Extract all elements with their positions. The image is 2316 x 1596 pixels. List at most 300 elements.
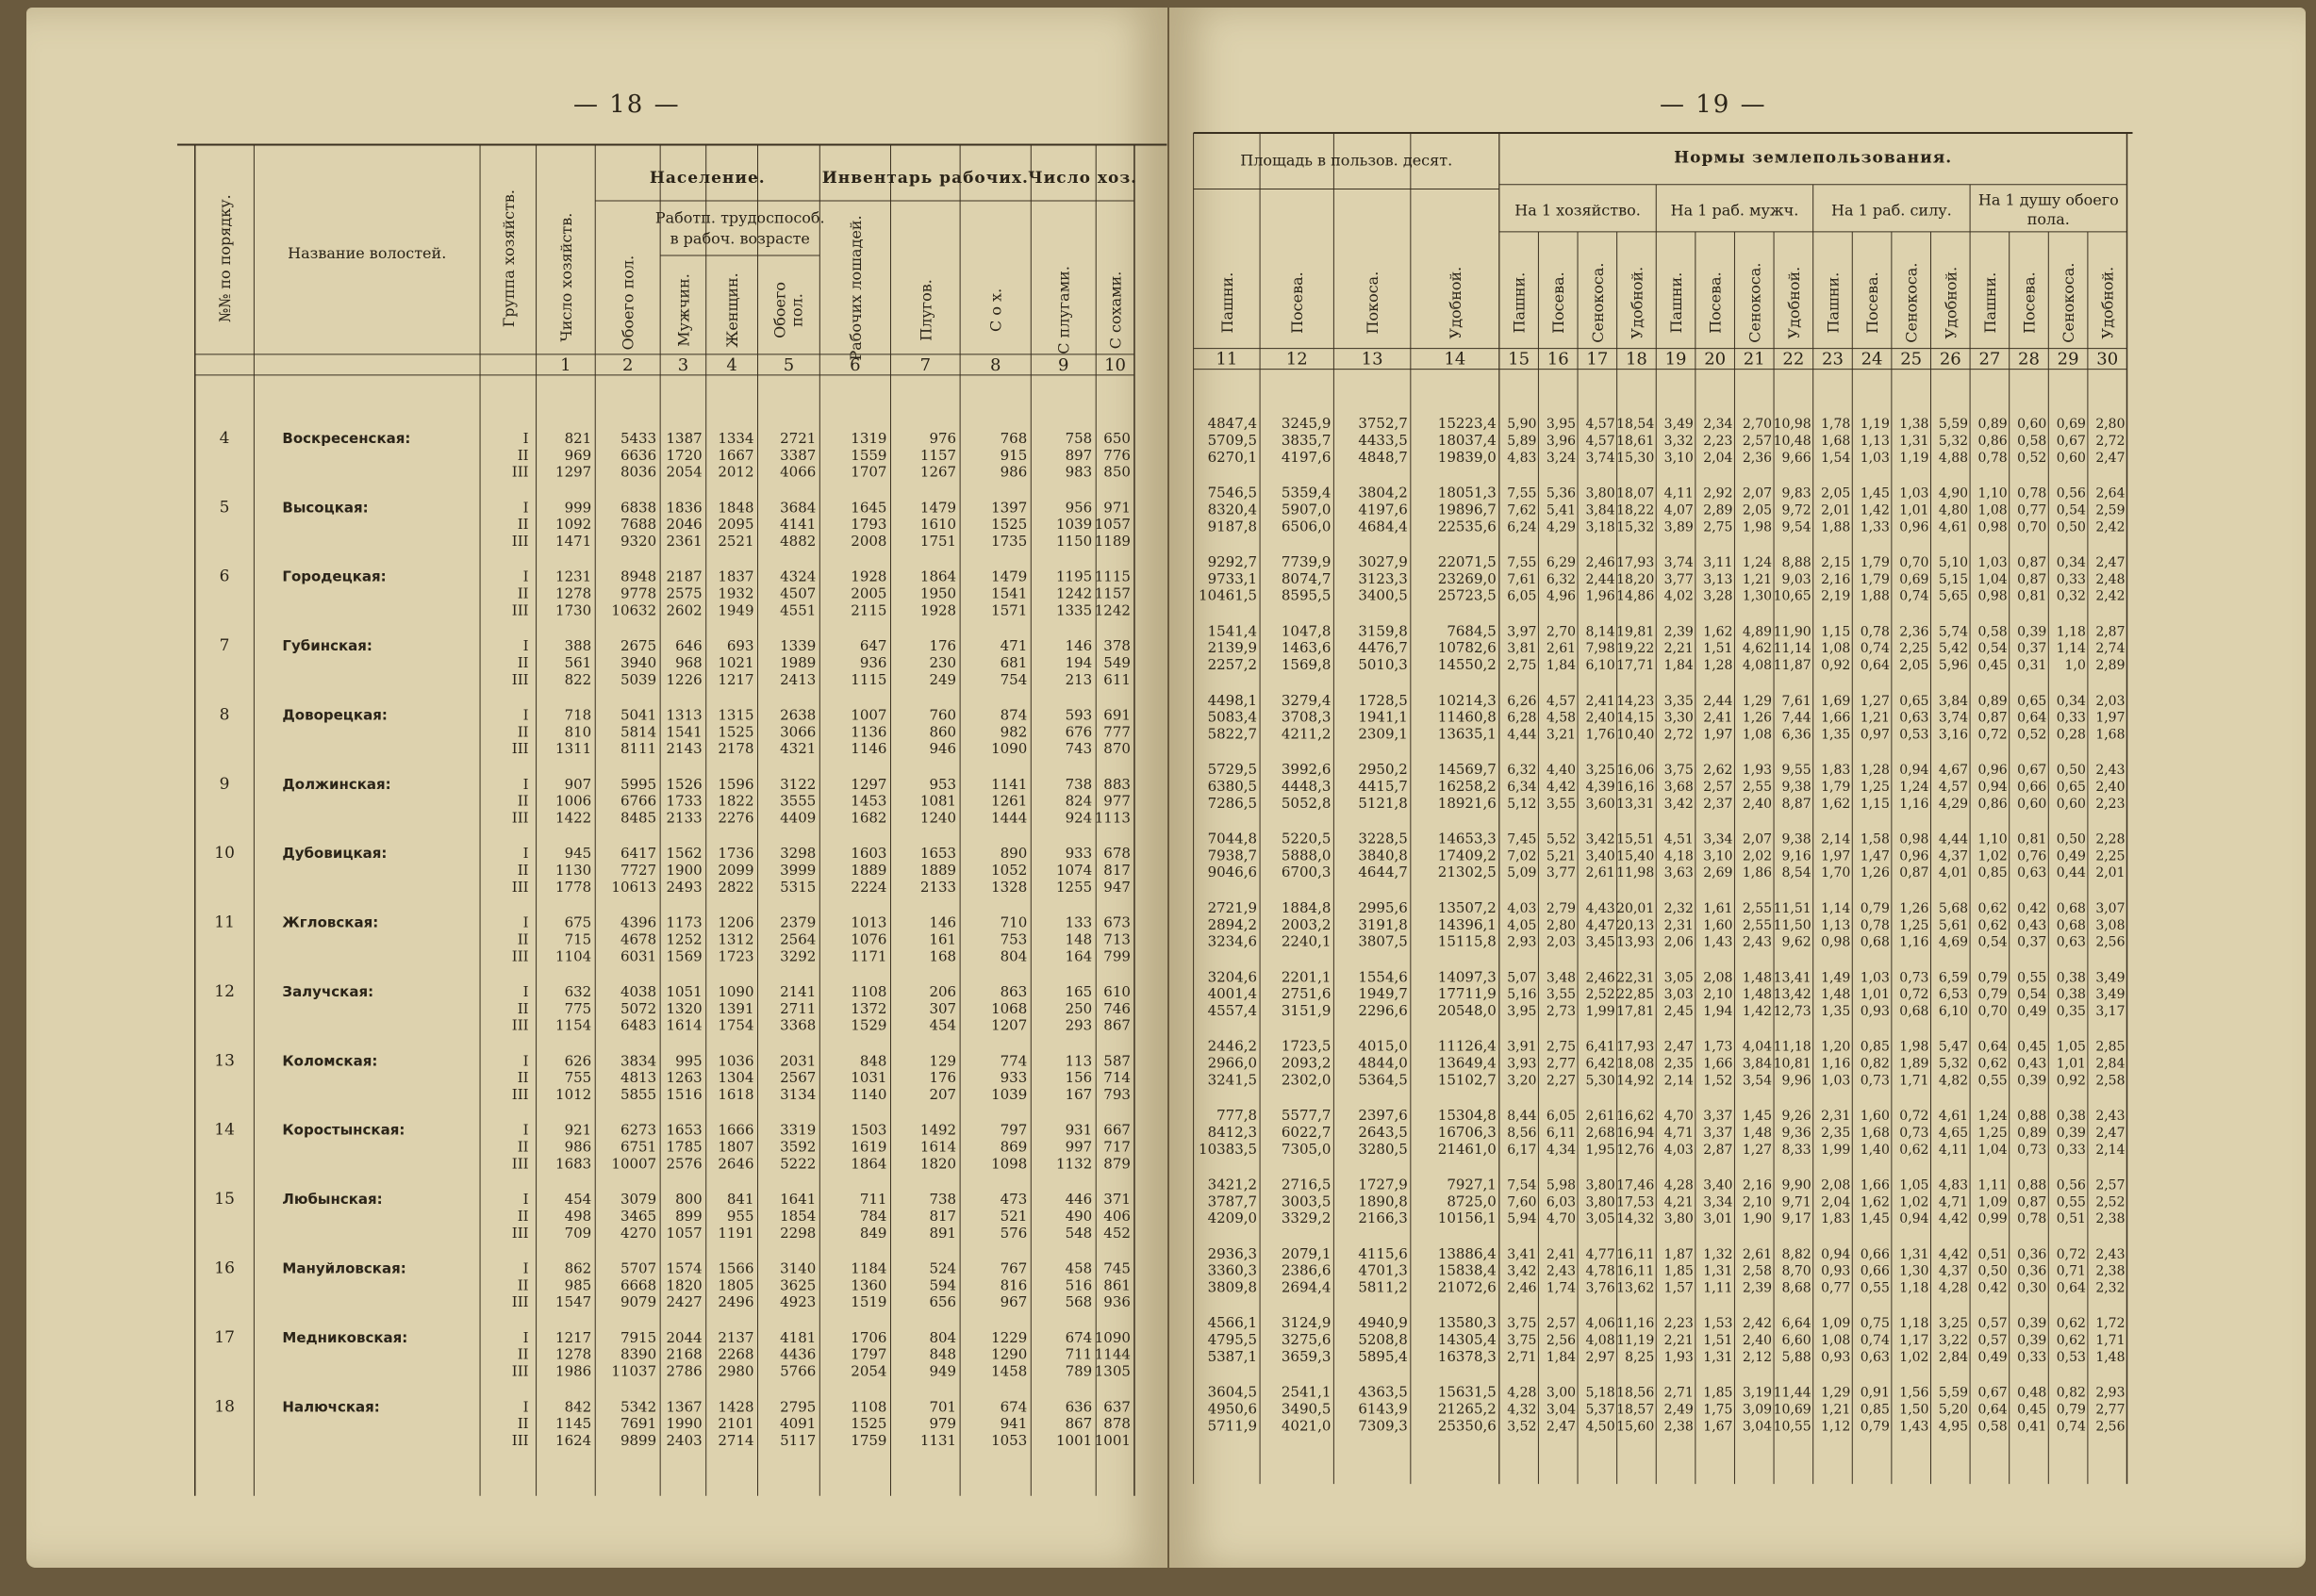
header-workers-line2: в рабоч. возрасте bbox=[670, 229, 810, 248]
table-cell: 4848,7 bbox=[1358, 448, 1408, 466]
table-cell: 8,87 bbox=[1781, 796, 1811, 812]
table-cell: 20548,0 bbox=[1437, 1002, 1497, 1020]
table-cell: 1667 bbox=[718, 446, 754, 464]
table-cell: 5995 bbox=[620, 775, 657, 793]
table-cell: 1012 bbox=[555, 1086, 592, 1104]
table-cell: 3191,8 bbox=[1358, 915, 1408, 933]
table-cell: 2721,9 bbox=[1207, 898, 1258, 916]
table-cell: 1255 bbox=[1056, 878, 1093, 896]
table-cell: 1,13 bbox=[1821, 917, 1851, 933]
table-cell: 568 bbox=[1065, 1293, 1093, 1311]
table-cell: 0,51 bbox=[1977, 1246, 2008, 1262]
table-cell: 1,76 bbox=[1585, 727, 1615, 743]
table-cell: 15223,4 bbox=[1437, 415, 1497, 433]
table-cell: 5,42 bbox=[1938, 641, 1969, 657]
table-cell: 5,59 bbox=[1938, 417, 1969, 433]
table-cell: 2,10 bbox=[1742, 1194, 1773, 1210]
table-cell: 2,46 bbox=[1507, 1280, 1537, 1296]
group-label: III bbox=[511, 1155, 529, 1173]
group-label: II bbox=[517, 723, 529, 741]
table-cell: 2079,1 bbox=[1281, 1244, 1332, 1262]
row-number: 4 bbox=[219, 428, 230, 448]
table-cell: 2,87 bbox=[1703, 1142, 1733, 1158]
table-cell: 1098 bbox=[991, 1155, 1028, 1173]
header-women: Женщин. bbox=[723, 272, 742, 348]
table-cell: 6,05 bbox=[1507, 588, 1537, 604]
table-cell: 3604,5 bbox=[1207, 1383, 1258, 1401]
table-cell: 1207 bbox=[991, 1016, 1028, 1034]
table-cell: 1278 bbox=[555, 584, 592, 602]
table-cell: 0,44 bbox=[2056, 865, 2086, 881]
table-cell: 995 bbox=[675, 1052, 703, 1070]
table-cell: 3,40 bbox=[1703, 1177, 1733, 1193]
table-cell: 0,28 bbox=[2056, 727, 2086, 743]
header-group: Группа хозяйств. bbox=[499, 189, 518, 328]
table-cell: 0,79 bbox=[1977, 970, 2008, 986]
table-cell: 4644,7 bbox=[1358, 864, 1408, 881]
header-norms: Нормы землепользования. bbox=[1674, 148, 1953, 168]
table-cell: 1,66 bbox=[1860, 1177, 1890, 1193]
table-cell: 2,56 bbox=[1546, 1333, 1577, 1349]
table-cell: 610 bbox=[1103, 982, 1131, 1000]
table-cell: 0,98 bbox=[1821, 934, 1851, 950]
table-cell: 2,75 bbox=[1703, 519, 1733, 535]
table-cell: 0,97 bbox=[1860, 727, 1890, 743]
table-cell: 2,45 bbox=[1663, 1004, 1694, 1020]
table-cell: 611 bbox=[1103, 670, 1131, 688]
table-cell: 2,61 bbox=[1742, 1246, 1773, 1262]
table-cell: 2786 bbox=[666, 1362, 703, 1380]
table-cell: 1007 bbox=[851, 706, 887, 724]
table-cell: 0,45 bbox=[2017, 1402, 2047, 1418]
group-label: I bbox=[522, 775, 529, 793]
table-cell: 10007 bbox=[611, 1155, 657, 1173]
table-cell: 14,32 bbox=[1616, 1211, 1655, 1227]
table-cell: 2268 bbox=[718, 1345, 754, 1363]
table-cell: 17711,9 bbox=[1437, 985, 1497, 1003]
table-cell: 3,32 bbox=[1663, 434, 1694, 450]
table-cell: 16,06 bbox=[1616, 763, 1655, 779]
table-cell: 1,31 bbox=[1899, 434, 1929, 450]
volost-name: Губинская: bbox=[282, 637, 372, 655]
table-cell: 5729,5 bbox=[1207, 761, 1258, 779]
table-cell: 1,94 bbox=[1703, 1004, 1733, 1020]
table-cell: 4,11 bbox=[1663, 485, 1694, 502]
table-cell: 1,01 bbox=[2056, 1056, 2086, 1072]
table-cell: 2,38 bbox=[2095, 1211, 2126, 1227]
table-cell: 452 bbox=[1103, 1224, 1131, 1242]
table-cell: 0,62 bbox=[1899, 1142, 1929, 1158]
table-cell: 4,03 bbox=[1663, 1142, 1694, 1158]
table-cell: 8,25 bbox=[1625, 1349, 1655, 1365]
table-cell: 18,07 bbox=[1616, 485, 1655, 502]
table-cell: 2,37 bbox=[1703, 796, 1733, 812]
group-label: III bbox=[511, 1431, 529, 1449]
table-cell: 1,96 bbox=[1585, 588, 1615, 604]
table-cell: 2133 bbox=[919, 878, 957, 896]
table-cell: 17,93 bbox=[1616, 1039, 1655, 1055]
table-cell: 1,97 bbox=[1821, 848, 1851, 864]
table-cell: 1848 bbox=[718, 499, 754, 517]
table-cell: 1,03 bbox=[1860, 970, 1890, 986]
group-label: I bbox=[522, 1398, 529, 1416]
group-label: II bbox=[517, 1276, 529, 1294]
table-cell: 3245,9 bbox=[1281, 415, 1332, 433]
table-cell: 1052 bbox=[991, 862, 1028, 880]
table-cell: 3752,7 bbox=[1358, 415, 1408, 433]
table-cell: 587 bbox=[1103, 1052, 1131, 1070]
table-cell: 2,87 bbox=[2095, 624, 2126, 640]
table-cell: 1001 bbox=[1056, 1431, 1093, 1449]
table-cell: 0,70 bbox=[1977, 1004, 2008, 1020]
table-cell: 3,74 bbox=[1938, 710, 1969, 726]
table-cell: 2446,2 bbox=[1207, 1037, 1258, 1055]
table-cell: 2,64 bbox=[2095, 485, 2126, 502]
table-cell: 5433 bbox=[620, 429, 657, 447]
table-cell: 5,90 bbox=[1507, 417, 1537, 433]
table-cell: 2,23 bbox=[1663, 1316, 1694, 1332]
table-cell: 6380,5 bbox=[1207, 778, 1258, 796]
table-cell: 6417 bbox=[620, 845, 657, 863]
table-cell: 0,77 bbox=[2017, 502, 2047, 518]
table-cell: 14653,3 bbox=[1437, 830, 1497, 847]
table-cell: 897 bbox=[1065, 446, 1093, 464]
table-cell: 4,78 bbox=[1585, 1263, 1615, 1279]
table-cell: 3,07 bbox=[2095, 900, 2126, 916]
table-cell: 2,57 bbox=[1546, 1316, 1577, 1332]
table-cell: 2276 bbox=[718, 809, 754, 827]
table-cell: 6,32 bbox=[1546, 571, 1577, 587]
table-cell: 3079 bbox=[620, 1191, 657, 1209]
right-table bbox=[1169, 8, 2306, 1568]
table-cell: 2,79 bbox=[1546, 900, 1577, 916]
table-cell: 1,99 bbox=[1585, 1004, 1615, 1020]
table-cell: 5364,5 bbox=[1358, 1071, 1408, 1089]
table-cell: 1,05 bbox=[2056, 1039, 2086, 1055]
table-cell: 1,99 bbox=[1821, 1142, 1851, 1158]
table-cell: 774 bbox=[1000, 1052, 1028, 1070]
table-cell: 9,55 bbox=[1781, 763, 1811, 779]
table-cell: 2,97 bbox=[1585, 1349, 1615, 1365]
table-cell: 0,36 bbox=[2017, 1246, 2047, 1262]
header-per-work-force: На 1 раб. силу. bbox=[1831, 201, 1952, 220]
table-cell: 2,92 bbox=[1703, 485, 1733, 502]
table-cell: 767 bbox=[1000, 1259, 1028, 1277]
table-cell: 0,96 bbox=[1899, 519, 1929, 535]
table-cell: 1559 bbox=[851, 446, 887, 464]
table-cell: 1751 bbox=[919, 532, 957, 550]
table-cell: 0,37 bbox=[2017, 934, 2047, 950]
table-cell: 2,15 bbox=[1821, 554, 1851, 570]
table-cell: 9046,6 bbox=[1207, 864, 1258, 881]
table-cell: 891 bbox=[929, 1224, 957, 1242]
table-cell: 2,32 bbox=[1663, 900, 1694, 916]
table-cell: 2,43 bbox=[1742, 934, 1773, 950]
table-cell: 997 bbox=[1065, 1138, 1093, 1156]
table-cell: 5359,4 bbox=[1281, 484, 1332, 502]
table-cell: 673 bbox=[1103, 913, 1131, 931]
table-cell: 10,98 bbox=[1773, 417, 1811, 433]
table-cell: 1051 bbox=[666, 982, 703, 1000]
table-cell: 2115 bbox=[851, 601, 887, 619]
table-cell: 6031 bbox=[620, 947, 657, 965]
group-label: II bbox=[517, 1345, 529, 1363]
table-cell: 2,25 bbox=[2095, 848, 2126, 864]
table-cell: 1884,8 bbox=[1281, 898, 1332, 916]
table-cell: 0,78 bbox=[1860, 624, 1890, 640]
table-cell: 1039 bbox=[991, 1086, 1028, 1104]
table-cell: 2,74 bbox=[2095, 641, 2126, 657]
table-cell: 7684,5 bbox=[1447, 622, 1497, 640]
table-cell: 3,80 bbox=[1663, 1211, 1694, 1227]
table-cell: 4197,6 bbox=[1281, 448, 1332, 466]
table-cell: 907 bbox=[564, 775, 592, 793]
table-cell: 1311 bbox=[555, 740, 592, 758]
table-cell: 8074,7 bbox=[1281, 569, 1332, 587]
table-cell: 2694,4 bbox=[1281, 1278, 1332, 1296]
table-cell: 1723,5 bbox=[1281, 1037, 1332, 1055]
table-cell: 9,26 bbox=[1781, 1109, 1811, 1125]
table-cell: 371 bbox=[1103, 1191, 1131, 1209]
table-cell: 4,29 bbox=[1546, 519, 1577, 535]
table-cell: 1854 bbox=[780, 1207, 817, 1225]
table-cell: 21461,0 bbox=[1437, 1140, 1497, 1158]
table-cell: 18037,4 bbox=[1437, 432, 1497, 450]
column-number: 6 bbox=[850, 354, 861, 375]
table-cell: 0,39 bbox=[2017, 1333, 2047, 1349]
table-cell: 2,31 bbox=[1663, 917, 1694, 933]
table-cell: 0,66 bbox=[2017, 780, 2047, 796]
group-label: I bbox=[522, 1328, 529, 1346]
table-cell: 5052,8 bbox=[1281, 794, 1332, 812]
table-cell: 2427 bbox=[666, 1293, 703, 1311]
table-cell: 8,68 bbox=[1781, 1280, 1811, 1296]
table-cell: 8412,3 bbox=[1207, 1123, 1258, 1141]
table-cell: 1889 bbox=[919, 862, 957, 880]
table-cell: 0,67 bbox=[2056, 434, 2086, 450]
table-cell: 6838 bbox=[620, 499, 657, 517]
table-cell: 0,65 bbox=[2017, 693, 2047, 709]
table-cell: 0,56 bbox=[2056, 485, 2086, 502]
table-cell: 2386,6 bbox=[1281, 1261, 1332, 1279]
table-cell: 5,37 bbox=[1585, 1402, 1615, 1418]
table-cell: 1312 bbox=[718, 930, 754, 948]
table-cell: 0,94 bbox=[1821, 1246, 1851, 1262]
table-cell: 133 bbox=[1065, 913, 1093, 931]
table-cell: 5,98 bbox=[1546, 1177, 1577, 1193]
table-cell: 0,53 bbox=[2056, 1349, 2086, 1365]
table-cell: 3,21 bbox=[1546, 727, 1577, 743]
table-cell: 0,86 bbox=[1977, 434, 2008, 450]
table-cell: 0,49 bbox=[1977, 1349, 2008, 1365]
table-cell: 1837 bbox=[718, 568, 754, 585]
table-cell: 2,84 bbox=[1938, 1349, 1969, 1365]
header-workers-line1: Работп. трудоспособ. bbox=[654, 208, 825, 227]
table-cell: 0,43 bbox=[2017, 1056, 2047, 1072]
table-cell: 797 bbox=[1000, 1121, 1028, 1139]
header-area: Площадь в пользов. десят. bbox=[1240, 151, 1453, 170]
table-cell: 14550,2 bbox=[1437, 656, 1497, 674]
table-cell: 1428 bbox=[718, 1398, 754, 1416]
table-cell: 4197,6 bbox=[1358, 501, 1408, 518]
table-cell: 2,04 bbox=[1821, 1194, 1851, 1210]
table-cell: 0,49 bbox=[2056, 848, 2086, 864]
table-cell: 8,88 bbox=[1781, 554, 1811, 570]
table-cell: 0,50 bbox=[2056, 519, 2086, 535]
table-cell: 3,97 bbox=[1507, 624, 1537, 640]
volost-name: Высоцкая: bbox=[282, 499, 369, 517]
table-cell: 1297 bbox=[555, 463, 592, 481]
header-norm-sub: Сенокоса. bbox=[1588, 262, 1607, 343]
table-cell: 4557,4 bbox=[1207, 1002, 1258, 1020]
table-cell: 9,62 bbox=[1781, 934, 1811, 950]
table-cell: 3,10 bbox=[1663, 450, 1694, 466]
table-cell: 1,51 bbox=[1703, 1333, 1733, 1349]
table-cell: 2031 bbox=[780, 1052, 817, 1070]
table-cell: 0,89 bbox=[2017, 1125, 2047, 1141]
header-ploughs: Плугов. bbox=[917, 279, 935, 341]
table-cell: 1081 bbox=[919, 792, 957, 810]
table-cell: 4,71 bbox=[1938, 1194, 1969, 1210]
table-cell: 971 bbox=[1103, 499, 1131, 517]
header-norm-sub: Сенокоса. bbox=[2060, 262, 2078, 343]
table-cell: 3840,8 bbox=[1358, 847, 1408, 864]
table-cell: 0,82 bbox=[1860, 1056, 1890, 1072]
table-cell: 2,10 bbox=[1703, 987, 1733, 1003]
table-cell: 717 bbox=[1103, 1138, 1131, 1156]
table-cell: 2,57 bbox=[1742, 434, 1773, 450]
table-cell: 2101 bbox=[718, 1415, 754, 1433]
table-cell: 0,72 bbox=[2056, 1246, 2086, 1262]
table-cell: 1706 bbox=[851, 1328, 887, 1346]
table-cell: 16,62 bbox=[1616, 1109, 1655, 1125]
table-cell: 5709,5 bbox=[1207, 432, 1258, 450]
table-cell: 4409 bbox=[780, 809, 817, 827]
table-cell: 1231 bbox=[555, 568, 592, 585]
group-label: III bbox=[511, 601, 529, 619]
table-cell: 5387,1 bbox=[1207, 1347, 1258, 1365]
table-cell: 0,85 bbox=[1977, 865, 2008, 881]
table-cell: 4001,4 bbox=[1207, 985, 1258, 1003]
table-cell: 4091 bbox=[780, 1415, 817, 1433]
table-cell: 8725,0 bbox=[1447, 1193, 1497, 1210]
table-cell: 1057 bbox=[1094, 516, 1131, 534]
table-cell: 933 bbox=[1000, 1069, 1028, 1087]
table-cell: 0,58 bbox=[2017, 434, 2047, 450]
table-cell: 1,95 bbox=[1585, 1142, 1615, 1158]
table-cell: 7,61 bbox=[1507, 571, 1537, 587]
header-norm-sub: Удобной. bbox=[1784, 266, 1803, 339]
table-cell: 775 bbox=[564, 999, 592, 1017]
row-number: 17 bbox=[214, 1327, 235, 1347]
table-cell: 2139,9 bbox=[1207, 639, 1258, 657]
table-cell: 0,38 bbox=[2056, 970, 2086, 986]
table-cell: 986 bbox=[564, 1138, 592, 1156]
table-cell: 1,79 bbox=[1860, 554, 1890, 570]
table-cell: 1,93 bbox=[1663, 1349, 1694, 1365]
table-cell: 1797 bbox=[851, 1345, 887, 1363]
table-cell: 3,42 bbox=[1507, 1263, 1537, 1279]
table-cell: 0,50 bbox=[2056, 763, 2086, 779]
table-cell: 2,23 bbox=[1703, 434, 1733, 450]
table-cell: 2575 bbox=[666, 584, 703, 602]
table-cell: 879 bbox=[1103, 1155, 1131, 1173]
table-cell: 9320 bbox=[620, 532, 657, 550]
table-cell: 4,65 bbox=[1938, 1125, 1969, 1141]
table-cell: 810 bbox=[564, 723, 592, 741]
table-cell: 5,52 bbox=[1546, 831, 1577, 847]
table-cell: 2093,2 bbox=[1281, 1054, 1332, 1072]
table-cell: 4,37 bbox=[1938, 848, 1969, 864]
table-cell: 3,95 bbox=[1507, 1004, 1537, 1020]
table-cell: 2,46 bbox=[1585, 554, 1615, 570]
table-cell: 1057 bbox=[666, 1224, 703, 1242]
table-cell: 1,71 bbox=[2095, 1333, 2126, 1349]
table-cell: 3,80 bbox=[1585, 1177, 1615, 1193]
table-cell: 17,71 bbox=[1616, 658, 1655, 674]
table-cell: 6,64 bbox=[1781, 1316, 1811, 1332]
table-cell: 646 bbox=[675, 637, 703, 655]
table-cell: 7,55 bbox=[1507, 485, 1537, 502]
table-cell: 13,93 bbox=[1616, 934, 1655, 950]
table-cell: 1,02 bbox=[1977, 848, 2008, 864]
table-cell: 2,38 bbox=[2095, 1263, 2126, 1279]
table-cell: 2,28 bbox=[2095, 831, 2126, 847]
table-cell: 4396 bbox=[620, 913, 657, 931]
table-cell: 2397,6 bbox=[1358, 1107, 1408, 1125]
table-cell: 711 bbox=[859, 1191, 887, 1209]
table-cell: 1805 bbox=[718, 1276, 754, 1294]
header-with-sokha: С сохами. bbox=[1106, 271, 1125, 350]
table-cell: 3625 bbox=[780, 1276, 817, 1294]
table-cell: 0,43 bbox=[2017, 917, 2047, 933]
table-cell: 1,79 bbox=[1821, 780, 1851, 796]
group-label: I bbox=[522, 1191, 529, 1209]
table-cell: 2,68 bbox=[1585, 1125, 1615, 1141]
table-cell: 0,55 bbox=[1860, 1280, 1890, 1296]
table-cell: 0,93 bbox=[1860, 1004, 1890, 1020]
table-cell: 1547 bbox=[555, 1293, 592, 1311]
table-cell: 3,04 bbox=[1546, 1402, 1577, 1418]
table-cell: 777 bbox=[1103, 723, 1131, 741]
table-cell: 1707 bbox=[851, 463, 887, 481]
table-cell: 10214,3 bbox=[1437, 691, 1497, 709]
table-cell: 1,35 bbox=[1821, 727, 1851, 743]
table-cell: 11,98 bbox=[1616, 865, 1655, 881]
table-cell: 0,39 bbox=[2017, 624, 2047, 640]
table-cell: 4847,4 bbox=[1207, 415, 1258, 433]
table-cell: 0,79 bbox=[1977, 987, 2008, 1003]
header-per-male-worker: На 1 раб. мужч. bbox=[1670, 201, 1799, 220]
table-cell: 0,71 bbox=[2056, 1263, 2086, 1279]
table-cell: 113 bbox=[1065, 1052, 1093, 1070]
table-cell: 2,49 bbox=[1663, 1402, 1694, 1418]
group-label: III bbox=[511, 878, 529, 896]
table-cell: 2,55 bbox=[1742, 780, 1773, 796]
table-cell: 4,83 bbox=[1938, 1177, 1969, 1193]
table-cell: 1733 bbox=[666, 792, 703, 810]
table-cell: 1458 bbox=[991, 1362, 1028, 1380]
table-cell: 4,40 bbox=[1546, 763, 1577, 779]
table-cell: 3684 bbox=[780, 499, 817, 517]
table-cell: 11,19 bbox=[1616, 1333, 1655, 1349]
header-population: Населениe. bbox=[649, 169, 766, 189]
table-cell: 4436 bbox=[780, 1345, 817, 1363]
table-cell: 4,42 bbox=[1938, 1211, 1969, 1227]
table-cell: 0,94 bbox=[1977, 780, 2008, 796]
table-cell: 0,88 bbox=[2017, 1109, 2047, 1125]
table-cell: 1730 bbox=[555, 601, 592, 619]
